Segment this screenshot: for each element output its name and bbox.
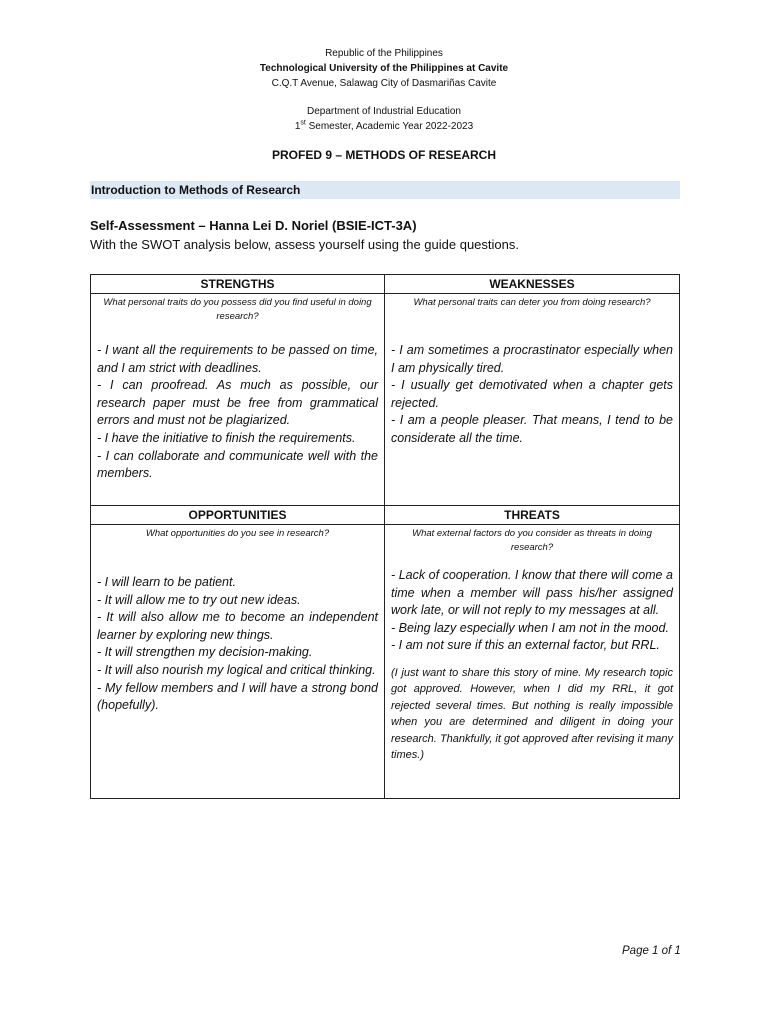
swot-table bbox=[90, 274, 680, 799]
self-assessment-title: Self-Assessment – Hanna Lei D. Noriel (BSIE-ICT-3A) bbox=[90, 218, 417, 233]
list-item: - It will allow me to try out new ideas. bbox=[97, 592, 301, 607]
department-block bbox=[0, 104, 768, 134]
list-item: - I can proofread. As much as possible, our research paper must be free from grammatical errors and must not be plagiarized. bbox=[97, 378, 378, 428]
list-item: - I am a people pleaser. That means, I tend to be considerate all the time. bbox=[391, 413, 673, 445]
university-name: Technological University of the Philippines at Cavite bbox=[259, 63, 509, 74]
opportunities-heading: OPPORTUNITIES bbox=[91, 506, 385, 525]
list-item: - It will also nourish my logical and critical thinking. bbox=[97, 662, 376, 677]
department-name: Department of Industrial Education bbox=[307, 106, 461, 117]
weaknesses-answers bbox=[385, 342, 679, 448]
strengths-heading: STRENGTHS bbox=[91, 275, 385, 294]
section-title: Introduction to Methods of Research bbox=[90, 181, 680, 199]
opportunities-cell bbox=[91, 525, 385, 799]
strengths-cell bbox=[91, 294, 385, 506]
list-item: - I usually get demotivated when a chapter gets rejected. bbox=[391, 378, 673, 410]
semester-suffix: st bbox=[300, 119, 306, 127]
threats-cell bbox=[385, 525, 680, 799]
list-item: - I am not sure if this an external factor, but RRL. bbox=[391, 638, 660, 653]
weaknesses-heading: WEAKNESSES bbox=[385, 275, 680, 294]
threats-answers bbox=[385, 567, 679, 655]
list-item: - I have the initiative to finish the requirements. bbox=[97, 430, 356, 445]
university-address: C.Q.T Avenue, Salawag City of Dasmariñas Cavite bbox=[271, 78, 497, 89]
threats-heading: THREATS bbox=[385, 506, 680, 525]
list-item: - It will strengthen my decision-making. bbox=[97, 645, 313, 660]
republic-line: Republic of the Philippines bbox=[325, 48, 443, 59]
list-item: - I am sometimes a procrastinator especially when I am physically tired. bbox=[391, 343, 673, 375]
course-title: PROFED 9 – METHODS OF RESEARCH bbox=[271, 148, 497, 162]
threats-story-note: (I just want to share this story of mine. My research topic got approved. However, when I did my RRL, it got rejected several times. But nothing is really impossible when you are determined and diligent in doing your research. Thankfully, it got approved after revising it many times.) bbox=[391, 666, 673, 761]
swot-header-row-bottom bbox=[91, 506, 680, 525]
list-item: - Lack of cooperation. I know that there will come a time when a member will pass his/her assigned work late, or will not reply to my messages at all. bbox=[391, 568, 673, 618]
page-number: Page 1 of 1 bbox=[622, 945, 681, 957]
list-item: - I will learn to be patient. bbox=[97, 575, 236, 589]
swot-body-row-top bbox=[91, 294, 680, 506]
semester-line bbox=[0, 119, 768, 134]
swot-header-row-top bbox=[91, 275, 680, 294]
list-item: - It will also allow me to become an independent learner by exploring new things. bbox=[97, 610, 378, 642]
letterhead bbox=[0, 46, 768, 91]
semester-number: 1 bbox=[294, 121, 301, 132]
opportunities-answers bbox=[91, 574, 384, 715]
strengths-answers bbox=[91, 342, 384, 483]
list-item: - My fellow members and I will have a strong bond (hopefully). bbox=[97, 680, 378, 713]
list-item: - Being lazy especially when I am not in the mood. bbox=[391, 620, 669, 635]
self-assessment-instruction: With the SWOT analysis below, assess yourself using the guide questions. bbox=[90, 237, 519, 252]
list-item: - I can collaborate and communicate well with the members. bbox=[97, 448, 378, 481]
opportunities-question: What opportunities do you see in research? bbox=[145, 528, 330, 539]
weaknesses-cell bbox=[385, 294, 680, 506]
list-item: - I want all the requirements to be passed on time, and I am strict with deadlines. bbox=[97, 343, 378, 375]
weaknesses-question: What personal traits can deter you from doing research? bbox=[413, 297, 651, 308]
semester-text: Semester, Academic Year 2022-2023 bbox=[305, 121, 474, 132]
threats-question: What external factors do you consider as threats in doing research? bbox=[412, 528, 652, 553]
strengths-question: What personal traits do you possess did you find useful in doing research? bbox=[103, 297, 372, 322]
swot-body-row-bottom bbox=[91, 525, 680, 799]
